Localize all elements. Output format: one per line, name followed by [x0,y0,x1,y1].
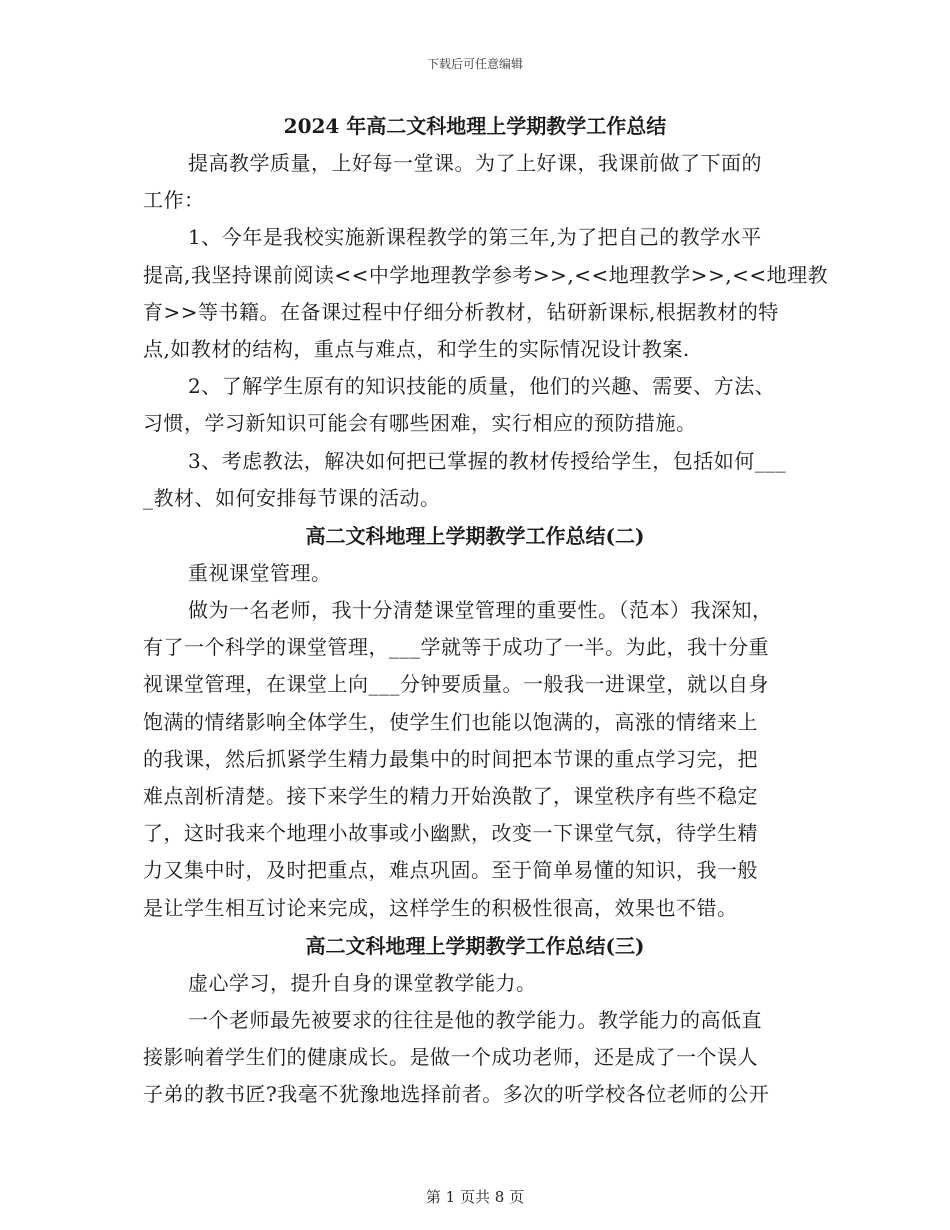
text-line: 提高教学质量，上好每一堂课。为了上好课，我课前做了下面的 [188,151,762,175]
text-line: 力又集中时，及时把重点，难点巩固。至于简单易懂的知识，我一般 [143,858,758,883]
section-2 [143,555,807,927]
text-line: 工作： [143,188,205,213]
text-line: 饱满的情绪影响全体学生，使学生们也能以饱满的，高涨的情绪来上 [143,709,758,734]
text-line: 提高,我坚持课前阅读<<中学地理教学参考>>,<<地理教学>>,<<地理教 [143,262,829,287]
text-line: 视课堂管理，在课堂上向___分钟要质量。一般我一进课堂，就以自身 [143,672,769,697]
text-line: 了，这时我来个地理小故事或小幽默，改变一下课堂气氛，待学生精 [143,821,758,846]
section-1 [143,145,829,517]
text-line: 1、今年是我校实施新课程教学的第三年,为了把自己的教学水平 [188,225,762,250]
document-body [143,107,829,1114]
text-line: 点,如教材的结构，重点与难点，和学生的实际情况设计教案. [143,336,690,361]
text-line: 的我课，然后抓紧学生精力最集中的时间把本节课的重点学习完，把 [143,746,758,771]
text-line: 难点剖析清楚。接下来学生的精力开始涣散了，课堂秩序有些不稳定 [143,784,758,808]
document-title: 2024 年高二文科地理上学期教学工作总结 [283,114,667,138]
text-line: 子弟的教书匠?我毫不犹豫地选择前者。多次的听学校各位老师的公开 [143,1082,770,1107]
text-line: 一个老师最先被要求的往往是他的教学能力。教学能力的高低直 [188,1007,762,1032]
page-header: 下载后可任意编辑 [426,57,523,71]
text-line: 育>>等书籍。在备课过程中仔细分析教材，钻研新课标,根据教材的特 [143,299,779,324]
text-line: 虚心学习，提升自身的课堂教学能力。 [188,970,537,995]
section-title-3: 高二文科地理上学期教学工作总结(三) [305,933,645,958]
text-line: 有了一个科学的课堂管理，___学就等于成功了一半。为此，我十分重 [143,635,769,660]
text-line: 2、了解学生原有的知识技能的质量，他们的兴趣、需要、方法、 [188,374,776,399]
text-line: 3、考虑教法，解决如何把已掌握的教材传授给学生，包括如何___ [188,448,787,473]
section-3 [143,965,807,1114]
text-line: _教材、如何安排每节课的活动。 [143,485,441,510]
section-title-2: 高二文科地理上学期教学工作总结(二) [305,523,645,548]
text-line: 重视课堂管理。 [188,560,332,585]
text-line: 是让学生相互讨论来完成，这样学生的积极性很高，效果也不错。 [143,895,738,920]
page-footer: 第 1 页共 8 页 [425,1188,525,1206]
text-line: 习惯，学习新知识可能会有哪些困难，实行相应的预防措施。 [143,411,697,436]
text-line: 做为一名老师，我十分清楚课堂管理的重要性。（范本）我深知， [188,598,773,623]
text-line: 接影响着学生们的健康成长。是做一个成功老师，还是成了一个误人 [143,1045,758,1070]
